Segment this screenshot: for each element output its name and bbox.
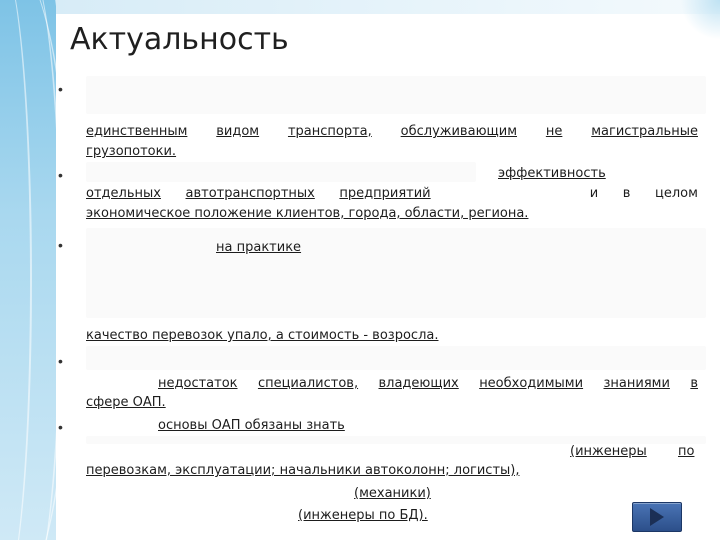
bullet-5-fragment-1: основы ОАП обязаны знать [158,418,345,433]
slide-content [58,76,708,532]
bullet-5-fragment-4: (механики) [354,486,431,501]
bullet-marker: • [58,353,63,369]
word: в [622,186,631,201]
bullet-4-line-1 [158,374,698,393]
word: обслуживающим [400,124,518,139]
word: видом [216,124,260,139]
gap [455,184,565,203]
word: и [589,186,599,201]
occluded-text-block [86,76,706,114]
word: необходимыми [479,376,584,391]
word: не [545,124,563,139]
corner-decoration [680,0,720,40]
left-decoration [0,0,56,540]
bullet-3-last-line: качество перевозок упало, а стоимость - возросла. [86,328,439,343]
word: транспорта, [287,124,372,139]
word: знаниями [603,376,670,391]
bullet-1-line-2: грузопотоки. [86,144,177,159]
word: специалистов, [257,376,359,391]
word: автотранспортных [185,186,315,201]
word: владеющих [378,376,459,391]
bullet-2-fragment: эффективность [498,166,606,181]
bullet-5-fragment-3: по [678,444,695,459]
bullet-4-line-2: сфере ОАП. [86,395,166,410]
next-slide-button[interactable] [632,502,682,532]
word: отдельных [86,186,161,201]
bullet-marker: • [58,419,63,435]
word: целом [655,186,698,201]
bullet-marker: • [58,167,63,183]
word: предприятий [339,186,431,201]
word: в [690,376,698,391]
bullet-marker: • [58,81,63,97]
word: единственным [86,124,188,139]
bullet-3-fragment: на практике [216,240,302,255]
play-icon [650,508,664,526]
top-decoration [56,0,720,14]
occluded-text-block [86,162,476,182]
bullet-marker: • [58,237,63,253]
bullet-1-line-1 [86,122,698,141]
occluded-text-block [86,346,706,370]
bullet-5-fragment-2: (инженеры [570,444,647,459]
occluded-text-block [86,228,706,318]
slide-title: Актуальность [70,22,289,57]
bullet-5-fragment-5: (инженеры по БД). [298,508,428,523]
bullet-2-line-3: экономическое положение клиентов, города, области, региона. [86,206,529,221]
word: недостаток [158,376,238,391]
word: магистральные [591,124,698,139]
bullet-5-line-2: перевозкам, эксплуатации; начальники автоколонн; логисты), [86,463,520,478]
bullet-2-line-2 [86,184,698,203]
